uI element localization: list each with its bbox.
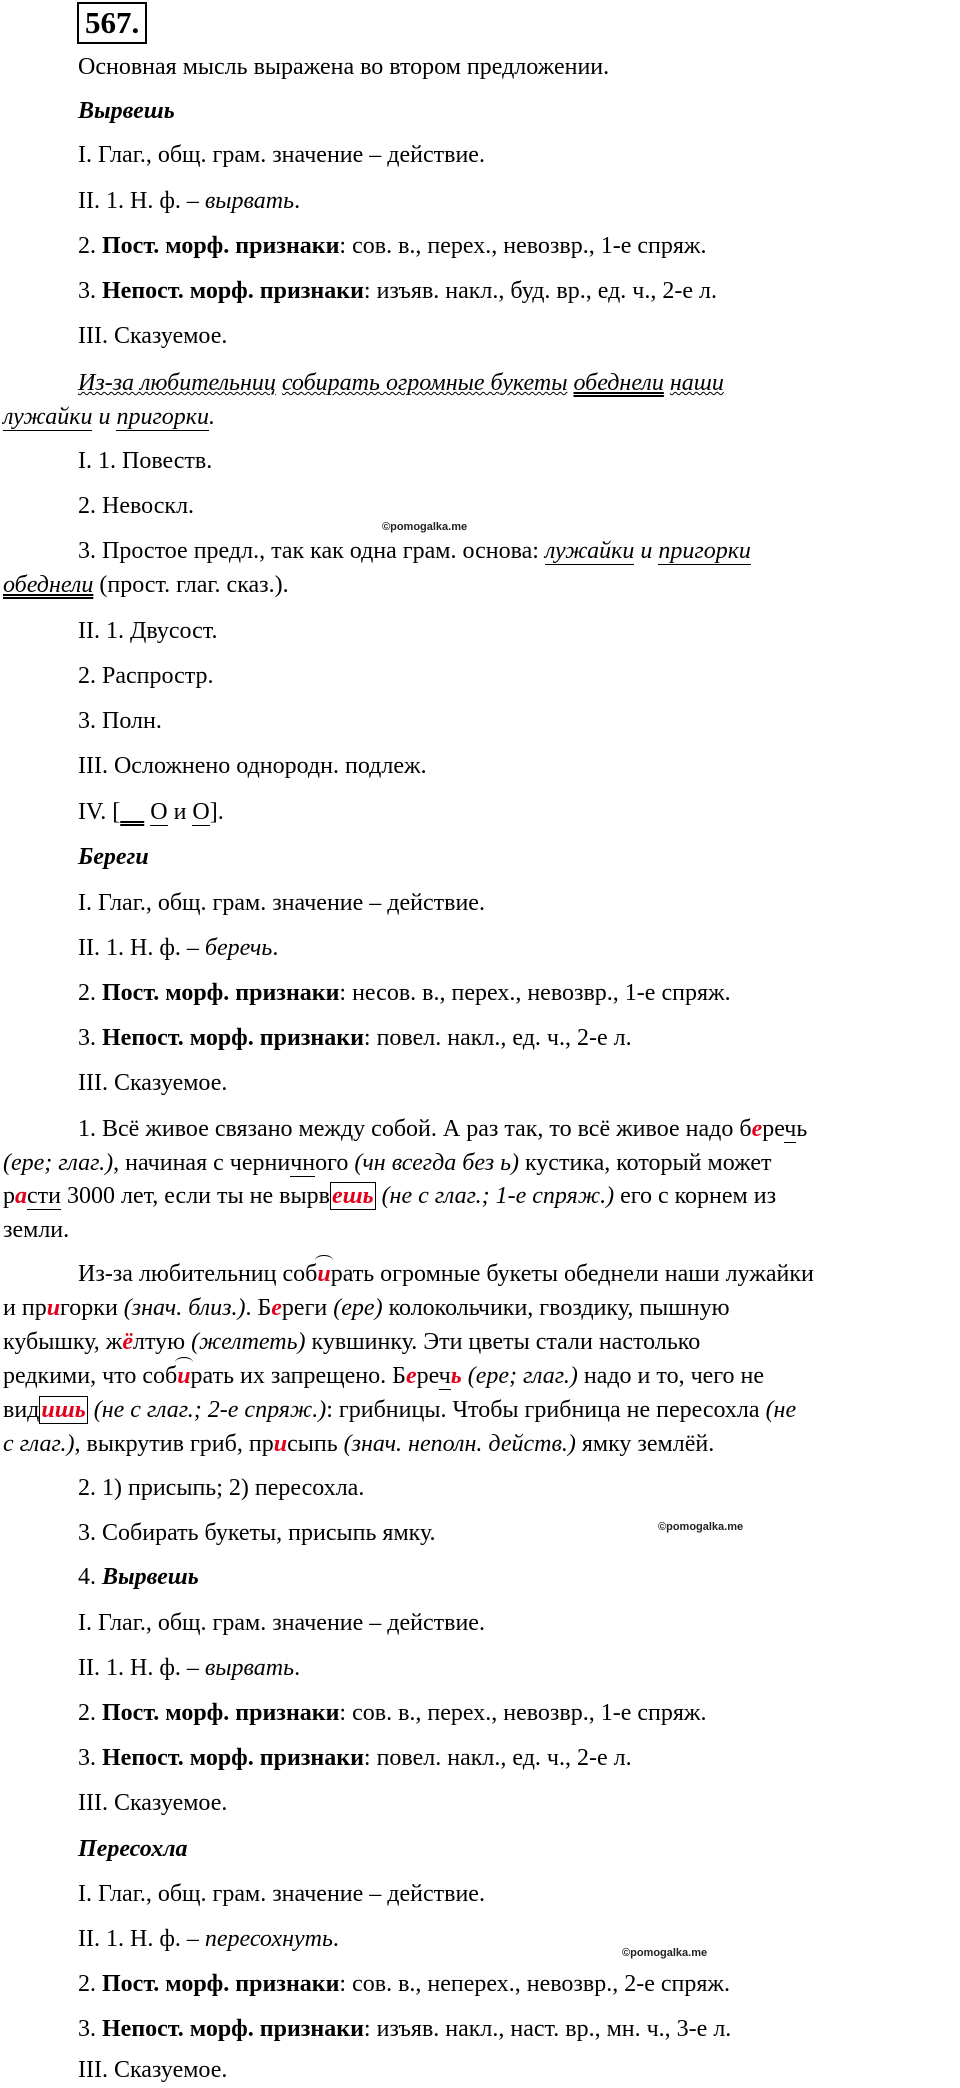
text-line: с глаг.), выкрутив гриб, присыпь (знач. неполн. действ.) ямку землёй. <box>3 1431 715 1457</box>
analysis-line: II. 1. Н. ф. – вырвать. <box>78 1655 301 1681</box>
analysis-line: 2. Пост. морф. признаки: сов. в., перех., невозвр., 1-е спряж. <box>78 1700 707 1726</box>
main-idea-line: Основная мысль выражена во втором предложении. <box>78 54 610 80</box>
text-line: редкими, что собирать их запрещено. Беречь (ере; глаг.) надо и то, чего не <box>3 1363 765 1389</box>
text-line: (ере; глаг.), начиная с черничного (чн всегда без ь) кустика, который может <box>3 1150 772 1176</box>
heading-beregi: Береги <box>78 844 149 870</box>
analysis-line: I. Глаг., общ. грам. значение – действие. <box>78 142 485 168</box>
task-number: 567. <box>77 2 147 44</box>
heading-peresokhla: Пересохла <box>78 1836 188 1862</box>
analysis-line: 3. Непост. морф. признаки: изъяв. накл., буд. вр., ед. ч., 2-е л. <box>78 278 717 304</box>
analysis-line: I. Глаг., общ. грам. значение – действие. <box>78 1881 485 1907</box>
analysis-line: 2. Пост. морф. признаки: несов. в., перех., невозвр., 1-е спряж. <box>78 980 731 1006</box>
text-line: Из-за любительниц собирать огромные букеты обеднели наши лужайки <box>78 1261 814 1287</box>
sentence-line: лужайки и пригорки. <box>3 404 216 430</box>
answer-line: 3. Собирать букеты, присыпь ямку. <box>78 1520 436 1546</box>
scheme-line: IV. [ О и О]. <box>78 799 224 825</box>
text-line: расти 3000 лет, если ты не вырвешь (не с глаг.; 1-е спряж.) его с корнем из <box>3 1183 777 1209</box>
watermark: ©pomogalka.me <box>382 521 468 533</box>
answer-line: 2. 1) присыпь; 2) пересохла. <box>78 1475 365 1501</box>
analysis-line: 3. Непост. морф. признаки: повел. накл., ед. ч., 2-е л. <box>78 1025 632 1051</box>
analysis-line: II. 1. Н. ф. – пересохнуть. <box>78 1926 339 1952</box>
text-line: земли. <box>3 1217 70 1243</box>
heading-vyrvesh-2: 4. Вырвешь <box>78 1564 199 1590</box>
text-line: 1. Всё живое связано между собой. А раз так, то всё живое надо беречь <box>78 1116 808 1142</box>
heading-vyrvesh: Вырвешь <box>78 98 175 124</box>
analysis-line: II. 1. Н. ф. – беречь. <box>78 935 279 961</box>
analysis-line: III. Сказуемое. <box>78 1070 228 1096</box>
analysis-line: II. 1. Н. ф. – вырвать. <box>78 188 301 214</box>
analysis-line: III. Сказуемое. <box>78 2057 228 2083</box>
watermark: ©pomogalka.me <box>622 1947 708 1959</box>
sentence-line: Из-за любительниц собирать огромные букеты обеднели наши <box>78 370 724 396</box>
analysis-line: 2. Пост. морф. признаки: сов. в., перех., невозвр., 1-е спряж. <box>78 233 707 259</box>
text-line: и пригорки (знач. близ.). Береги (ере) колокольчики, гвоздику, пышную <box>3 1295 730 1321</box>
analysis-line: 3. Непост. морф. признаки: изъяв. накл., наст. вр., мн. ч., 3-е л. <box>78 2016 732 2042</box>
analysis-line: I. Глаг., общ. грам. значение – действие. <box>78 1610 485 1636</box>
text-line: видишь (не с глаг.; 2-е спряж.): грибницы. Чтобы грибница не пересохла (не <box>3 1397 797 1423</box>
analysis-line: 3. Полн. <box>78 708 162 734</box>
analysis-line: 2. Пост. морф. признаки: сов. в., неперех., невозвр., 2-е спряж. <box>78 1971 730 1997</box>
analysis-line: обеднели (прост. глаг. сказ.). <box>3 572 289 598</box>
analysis-line: II. 1. Двусост. <box>78 618 218 644</box>
analysis-line: III. Сказуемое. <box>78 1790 228 1816</box>
analysis-line: 2. Невоскл. <box>78 493 195 519</box>
analysis-line: I. 1. Повеств. <box>78 448 213 474</box>
text-line: кубышку, жёлтую (желтеть) кувшинку. Эти цветы стали настолько <box>3 1329 701 1355</box>
watermark: ©pomogalka.me <box>658 1521 744 1533</box>
analysis-line: I. Глаг., общ. грам. значение – действие. <box>78 890 485 916</box>
analysis-line: 2. Распростр. <box>78 663 214 689</box>
analysis-line: III. Осложнено однородн. подлеж. <box>78 753 427 779</box>
analysis-line: III. Сказуемое. <box>78 323 228 349</box>
analysis-line: 3. Непост. морф. признаки: повел. накл., ед. ч., 2-е л. <box>78 1745 632 1771</box>
analysis-line: 3. Простое предл., так как одна грам. основа: лужайки и пригорки <box>78 538 751 564</box>
